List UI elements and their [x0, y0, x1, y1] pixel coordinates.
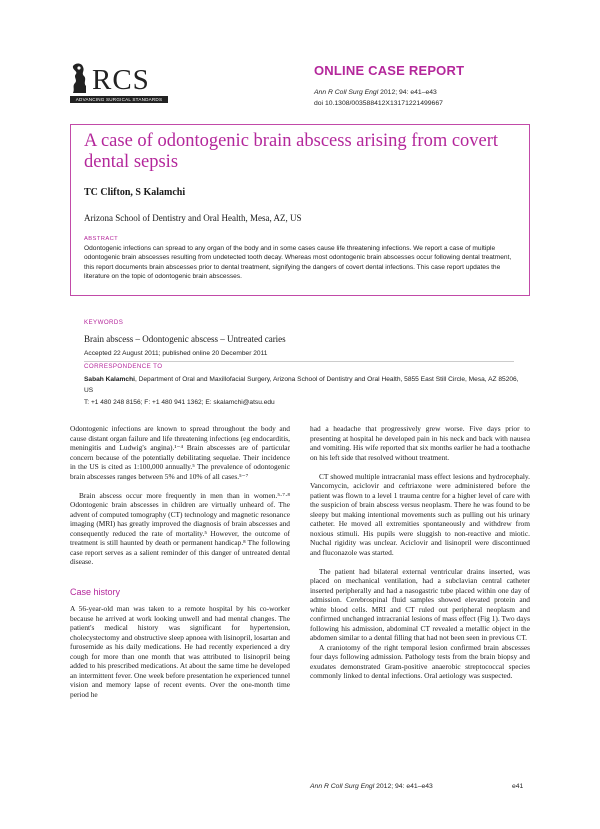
footer-journal: Ann R Coll Surg Engl: [310, 783, 375, 790]
page-number: e41: [512, 783, 524, 790]
logo-text: RCS: [92, 64, 150, 96]
article-title: A case of odontogenic brain abscess arising from covert dental sepsis: [84, 131, 499, 172]
footer-volume: 2012; 94: e41–e43: [374, 783, 433, 790]
keywords: Brain abscess – Odontogenic abscess – Untreated caries: [84, 334, 286, 344]
doi[interactable]: doi 10.1308/003588412X13171221499667: [314, 100, 443, 107]
paragraph: A craniotomy of the right temporal lesion confirmed brain abscesses four days following admission. Pathology tests from the brain biopsy and exudates demonstrated Gram-positive anaerobic streptococcal species commonly linked to dental infections. Oral aetiology was suspected.: [310, 642, 530, 680]
citation-block: [314, 87, 443, 109]
citation-volume: 2012; 94: e41–e43: [378, 89, 437, 96]
section-heading: Case history: [70, 587, 121, 597]
body-column-left-lower: [70, 604, 290, 699]
authors: TC Clifton, S Kalamchi: [84, 187, 186, 198]
paragraph: CT showed multiple intracranial mass effect lesions and hydrocephaly. Vancomycin, aciclovir and ceftriaxone were administered before the patient was flown to a level 1 trauma centre for a higher level of care with the suspicion of brain abscess versus neoplasm. There he was found to be sleepy but making intentional movements such as pulling out his urinary catheter. He moved all extremities spontaneously and withdrew from noxious stimuli. His pupils were sluggish to non-reactive and miotic. Nuchal rigidity was unclear. Aciclovir and lisinopril were discontinued and fluconazole was started.: [310, 471, 530, 557]
corr-name: Sabah Kalamchi: [84, 376, 135, 383]
paragraph: A 56-year-old man was taken to a remote hospital by his co-worker because he arrived at work looking unwell and had mental changes. The patient's medical history was significant for hypertension, cholecystectomy and obstructive sleep apnoea with lisinopril, losartan and furosemide as his daily medications. He had recently experienced a dry cough for more than one month that was attributed to lisinopril being added to his prescribed medications. At about the same time he developed an intermittent fever. One week before presentation he experienced tunnel vision and memory lapse of recent events. Over the one-month time period he: [70, 604, 290, 699]
corr-contact: T: +1 480 248 8156; F: +1 480 941 1362; E: skalamchi@atsu.edu: [84, 398, 275, 406]
divider: [84, 361, 514, 362]
abstract-heading: ABSTRACT: [84, 236, 119, 242]
keywords-heading: KEYWORDS: [84, 319, 124, 326]
corr-address: , Department of Oral and Maxillofacial Surgery, Arizona School of Dentistry and Oral Health, 5855 East Still Circle, Mesa, AZ 85206, US: [84, 376, 519, 395]
footer-citation: [310, 783, 433, 790]
abstract-text: Odontogenic infections can spread to any organ of the body and in some cases cause life threatening infections. We report a case of multiple odontogenic brain abscesses resulting from undetected tooth decay. Whereas most odontogenic brain abscesses occur following dental treatment, this report documents brain abscesses prior to dental treatment, signifying the dangers of covert dental infections. This case report updates the literature on the topic of odontogenic brain abscesses.: [84, 245, 512, 281]
paragraph: Odontogenic infections are known to spread throughout the body and cause distant organ failure and life threatening infections (eg endocarditis, meningitis and Ludwig's angina).¹⁻⁴ Brain abscesses are of particular concern because of the potentially debilitating sequelae. Their incidence in the US is cited as 1:100,000 annually.⁵ The prevalence of odontogenic brain abscesses ranges between 5% and 10% of all cases.⁵⁻⁷: [70, 424, 290, 481]
affiliation: Arizona School of Dentistry and Oral Health, Mesa, AZ, US: [84, 213, 302, 223]
citation: [314, 87, 443, 98]
correspondence-heading: CORRESPONDENCE TO: [84, 363, 163, 370]
body-column-right: [310, 424, 530, 681]
body-column-left: [70, 424, 290, 567]
corr-address-line: [84, 374, 524, 397]
logo-tagline: ADVANCING SURGICAL STANDARDS: [70, 96, 168, 103]
paragraph: Brain abscess occur more frequently in men than in women.⁵·⁷·⁸ Odontogenic brain abscesses in children are virtually unheard of. The advent of computed tomography (CT) technology and magnetic resonance imaging (MRI) has greatly improved the diagnosis of brain abscesses and consequently reduced the rate of mortality.⁵ However, the outcome of treatment is still haunted by death or permanent handicap.⁸ The following case report serves as a salient reminder of this danger of untreated dental disease.: [70, 490, 291, 566]
citation-journal: Ann R Coll Surg Engl: [314, 89, 379, 96]
paragraph: The patient had bilateral external ventricular drains inserted, was placed on mechanical ventilation, had a subclavian central catheter inserted peripherally and had a nasogastric tube placed within one day of admission. Cerebrospinal fluid samples showed elevated protein and white blood cells. MRI and CT ruled out peripheral neoplasm and confirmed unchanged intracranial lesions of mass effect (Fig 1). Two days following his admission, abdominal CT revealed a metallic object in the abdomen similar to a dental filling that had not been seen in previous CT.: [310, 566, 530, 642]
rcs-logo: [70, 62, 170, 104]
paragraph: had a headache that progressively grew worse. Five days prior to presenting at hospital he developed pain in his neck and back with nausea and vomiting. His wife reported that six months earlier he had a toothache on his left side that resolved without treatment.: [310, 424, 530, 462]
correspondence: [84, 374, 524, 408]
section-label: ONLINE CASE REPORT: [314, 63, 465, 78]
crest-icon: [70, 62, 90, 95]
accepted-date: Accepted 22 August 2011; published online 20 December 2011: [84, 350, 268, 357]
